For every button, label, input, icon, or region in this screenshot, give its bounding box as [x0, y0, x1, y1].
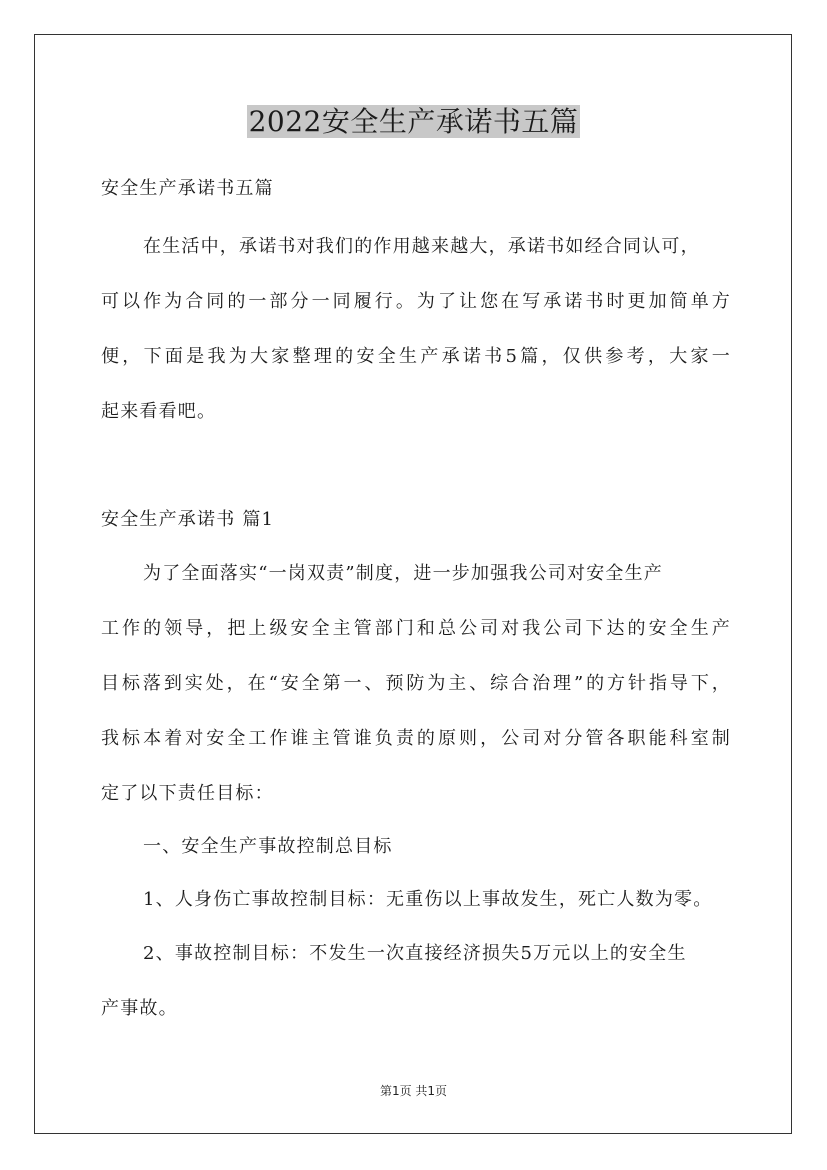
intro-line: 起来看看吧。 [101, 401, 217, 422]
goal-item: 产事故。 [101, 998, 178, 1019]
section-line: 我标本着对安全工作谁主管谁负责的原则，公司对分管各职能科室制 [101, 728, 731, 749]
page-number: 第1页 共1页 [379, 1084, 448, 1098]
goal-item: 2、事故控制目标：不发生一次直接经济损失5万元以上的安全生 [143, 943, 687, 964]
intro-line: 便，下面是我为大家整理的安全生产承诺书5篇，仅供参考，大家一 [101, 346, 731, 367]
section-line: 工作的领导，把上级安全主管部门和总公司对我公司下达的安全生产 [101, 618, 731, 639]
document-title [0, 100, 827, 144]
goal-heading: 一、安全生产事故控制总目标 [143, 836, 393, 857]
section-line: 为了全面落实“一岗双责”制度，进一步加强我公司对安全生产 [143, 563, 664, 584]
intro-line: 在生活中，承诺书对我们的作用越来越大，承诺书如经合同认可， [143, 236, 700, 257]
section-line: 定了以下责任目标： [101, 783, 274, 804]
goal-item: 1、人身伤亡事故控制目标：无重伤以上事故发生，死亡人数为零。 [143, 889, 713, 910]
page-footer [0, 1082, 827, 1099]
section-line: 目标落到实处，在“安全第一、预防为主、综合治理”的方针指导下， [101, 673, 731, 694]
document-title-text: 2022安全生产承诺书五篇 [248, 105, 579, 138]
intro-line: 可以作为合同的一部分一同履行。为了让您在写承诺书时更加简单方 [101, 291, 731, 312]
subtitle: 安全生产承诺书五篇 [101, 178, 274, 199]
section-heading: 安全生产承诺书 篇1 [101, 509, 275, 530]
